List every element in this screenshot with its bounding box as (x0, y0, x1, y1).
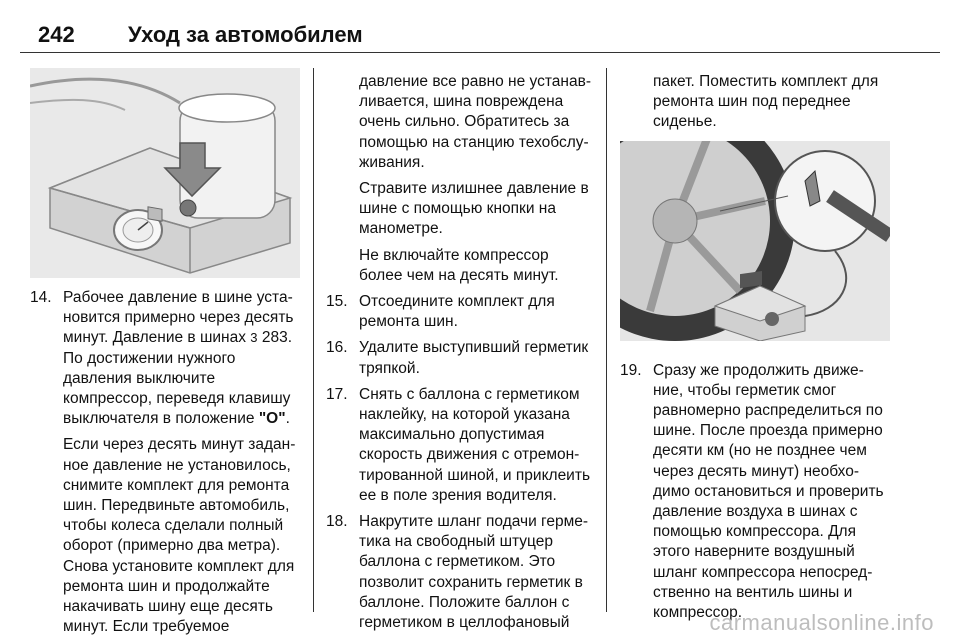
step-text: Накрутите шланг подачи герме-тика на свободный штуцер баллона с герметиком. Это позволит сохранить герметик в баллоне. Положите баллон с герметиком в целлофановый (359, 513, 589, 632)
step-text-part: . (285, 410, 290, 428)
step-text: Отсоедините комплект для ремонта шин. (359, 293, 555, 331)
step-text-part: Рабочее давление в шине уста-новится примерно через десять минут. Давление в шинах (63, 289, 294, 347)
step-number: 14. (30, 289, 52, 306)
step-18-continued (620, 72, 890, 133)
continued-text: давление все равно не устанав-ливается, шина повреждена очень сильно. Обратитесь за помощью на станцию техобслу-живания. (359, 73, 591, 171)
column-3 (620, 72, 890, 629)
column-2 (326, 72, 592, 639)
compressor-illustration (30, 68, 300, 278)
step-text: Удалите выступивший герметик тряпкой. (359, 339, 589, 377)
page-number: 242 (38, 22, 75, 47)
step-14-note: Если через десять минут задан-ное давление не установилось, снимите комплект для ремонта шин. Передвиньте автомобиль, чтобы колеса сделали полный оборот (примерно два метра). Снова установите комплект для ремонта шин и продолжайте накачивать шину еще десять минут. Если требуемое (63, 436, 296, 636)
tire-valve-drawing (620, 141, 890, 341)
step-text-part: 283. По достижении нужного давления выключите компрессор, переведя клавишу выключателя в положение (63, 329, 293, 428)
step-text (63, 288, 300, 429)
step-number: 15. (326, 293, 348, 311)
continued-text: пакет. Поместить комплект для ремонта шин под переднее сиденье. (653, 73, 879, 131)
header-divider (20, 52, 940, 53)
column-divider-2 (606, 68, 607, 612)
step-text: Снять с баллона с герметиком наклейку, на которой указана максимально допустимая скорость движения с отремон-тированной шиной, и приклеить ее в поле зрения водителя. (359, 385, 591, 504)
column-divider-1 (313, 68, 314, 612)
step-17 (326, 385, 592, 506)
switch-position: "O" (258, 410, 286, 428)
step-14 (30, 288, 300, 637)
compressor-drawing (30, 68, 300, 278)
column-1 (30, 68, 300, 643)
step-18 (326, 512, 592, 633)
tire-valve-illustration (620, 141, 890, 341)
step-number: 19. (620, 361, 642, 379)
step-19 (620, 361, 890, 624)
continued-text: Не включайте компрессор более чем на десять минут. (359, 246, 559, 284)
step-15 (326, 292, 592, 332)
step-14-continued (326, 72, 592, 286)
step-number: 16. (326, 339, 348, 357)
arrow-right-icon: 3 (250, 330, 258, 346)
page-title: Уход за автомобилем (128, 22, 363, 47)
step-number: 18. (326, 513, 348, 531)
step-number: 17. (326, 385, 348, 403)
step-16 (326, 338, 592, 378)
continued-text: Стравите излишнее давление в шине с помощью кнопки на манометре. (359, 180, 589, 238)
page-header (20, 22, 940, 52)
step-text: Сразу же продолжить движе-ние, чтобы герметик смог равномерно распределиться по шине. После проезда примерно десяти км (но не позднее чем через десять минут) необхо-димо остановиться и проверить давление воздуха в шинах с помощью компрессора. Для этого наверните воздушный шланг компрессора непосред-ственно на вентиль шины и компрессор. (653, 361, 884, 622)
watermark: carmanualsonline.info (709, 610, 934, 635)
